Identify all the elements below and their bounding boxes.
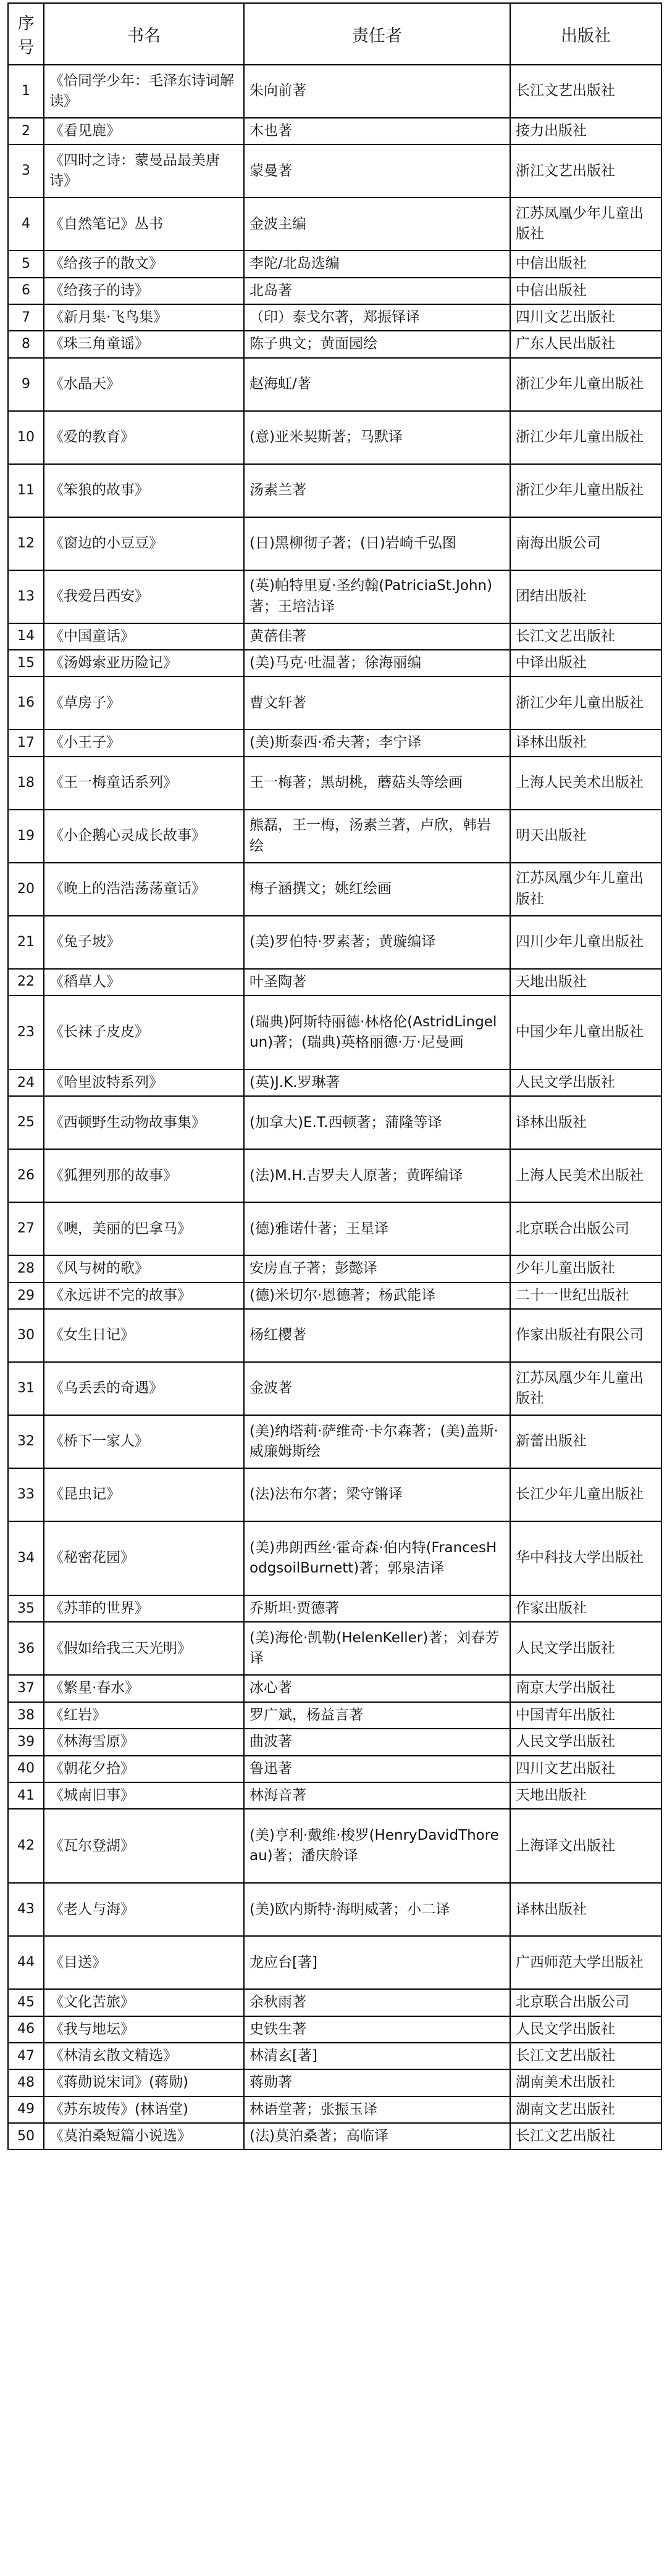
cell-title: 《爱的教育》 bbox=[44, 411, 244, 464]
cell-seq: 41 bbox=[8, 1782, 44, 1809]
table-header-row bbox=[8, 3, 661, 65]
cell-title: 《林清玄散文精选》 bbox=[44, 2043, 244, 2069]
cell-publisher: 天地出版社 bbox=[510, 1782, 661, 1809]
cell-seq: 5 bbox=[8, 251, 44, 277]
cell-author: 乔斯坦·贾德著 bbox=[244, 1595, 510, 1622]
cell-title: 《文化苦旅》 bbox=[44, 1989, 244, 2016]
cell-publisher: 人民文学出版社 bbox=[510, 2016, 661, 2043]
cell-author: 曲波著 bbox=[244, 1729, 510, 1755]
cell-title: 《我爱吕西安》 bbox=[44, 570, 244, 623]
cell-seq: 34 bbox=[8, 1521, 44, 1595]
cell-publisher: 长江文艺出版社 bbox=[510, 2043, 661, 2069]
cell-publisher: 作家出版社有限公司 bbox=[510, 1309, 661, 1362]
cell-seq: 3 bbox=[8, 144, 44, 197]
table-row bbox=[8, 995, 661, 1070]
cell-author: (加拿大)E.T.西顿著；蒲隆等译 bbox=[244, 1096, 510, 1149]
cell-seq: 9 bbox=[8, 358, 44, 411]
table-row bbox=[8, 331, 661, 357]
cell-title: 《噢，美丽的巴拿马》 bbox=[44, 1202, 244, 1255]
cell-title: 《永远讲不完的故事》 bbox=[44, 1282, 244, 1309]
cell-author: 汤素兰著 bbox=[244, 464, 510, 517]
cell-author: 金波著 bbox=[244, 1362, 510, 1415]
cell-title: 《狐狸列那的故事》 bbox=[44, 1149, 244, 1202]
cell-author: (美)海伦·凯勒(HelenKeller)著；刘春芳译 bbox=[244, 1622, 510, 1675]
table-row bbox=[8, 1595, 661, 1622]
cell-title: 《老人与海》 bbox=[44, 1883, 244, 1936]
cell-author: 李陀/北岛选编 bbox=[244, 251, 510, 277]
cell-publisher: 长江文艺出版社 bbox=[510, 65, 661, 118]
cell-publisher: 作家出版社 bbox=[510, 1595, 661, 1622]
cell-publisher: 四川少年儿童出版社 bbox=[510, 916, 661, 969]
cell-title: 《看见鹿》 bbox=[44, 118, 244, 144]
cell-author: 林海音著 bbox=[244, 1782, 510, 1809]
cell-author: （印）泰戈尔著，郑振铎译 bbox=[244, 304, 510, 331]
cell-seq: 46 bbox=[8, 2016, 44, 2043]
cell-seq: 38 bbox=[8, 1702, 44, 1729]
cell-author: 北岛著 bbox=[244, 278, 510, 304]
cell-publisher: 浙江少年儿童出版社 bbox=[510, 411, 661, 464]
table-row bbox=[8, 251, 661, 277]
cell-seq: 39 bbox=[8, 1729, 44, 1755]
cell-seq: 35 bbox=[8, 1595, 44, 1622]
cell-seq: 49 bbox=[8, 2096, 44, 2123]
cell-author: 黄蓓佳著 bbox=[244, 623, 510, 650]
cell-title: 《小王子》 bbox=[44, 729, 244, 756]
cell-author: 冰心著 bbox=[244, 1675, 510, 1701]
table-row bbox=[8, 1729, 661, 1755]
cell-publisher: 译林出版社 bbox=[510, 729, 661, 756]
table-row bbox=[8, 464, 661, 517]
book-list-table bbox=[7, 2, 662, 2150]
table-row bbox=[8, 1202, 661, 1255]
cell-author: 罗广斌，杨益言著 bbox=[244, 1702, 510, 1729]
table-row bbox=[8, 278, 661, 304]
cell-publisher: 浙江少年儿童出版社 bbox=[510, 358, 661, 411]
table-row bbox=[8, 1883, 661, 1936]
table-row bbox=[8, 1070, 661, 1096]
cell-publisher: 天地出版社 bbox=[510, 969, 661, 995]
cell-publisher: 北京联合出版公司 bbox=[510, 1989, 661, 2016]
table-row bbox=[8, 916, 661, 969]
cell-title: 《莫泊桑短篇小说选》 bbox=[44, 2123, 244, 2150]
cell-publisher: 上海人民美术出版社 bbox=[510, 1149, 661, 1202]
cell-title: 《晚上的浩浩荡荡童话》 bbox=[44, 863, 244, 916]
cell-seq: 15 bbox=[8, 650, 44, 676]
table-row bbox=[8, 144, 661, 197]
cell-seq: 45 bbox=[8, 1989, 44, 2016]
table-row bbox=[8, 517, 661, 570]
table-row bbox=[8, 1255, 661, 1282]
cell-seq: 42 bbox=[8, 1809, 44, 1883]
cell-title: 《给孩子的诗》 bbox=[44, 278, 244, 304]
cell-publisher: 明天出版社 bbox=[510, 810, 661, 863]
table-row bbox=[8, 1675, 661, 1701]
cell-author: 龙应台[著] bbox=[244, 1936, 510, 1989]
cell-publisher: 中国少年儿童出版社 bbox=[510, 995, 661, 1070]
cell-title: 《假如给我三天光明》 bbox=[44, 1622, 244, 1675]
table-row bbox=[8, 65, 661, 118]
cell-title: 《汤姆索亚历险记》 bbox=[44, 650, 244, 676]
table-row bbox=[8, 1702, 661, 1729]
cell-publisher: 广西师范大学出版社 bbox=[510, 1936, 661, 1989]
cell-seq: 40 bbox=[8, 1756, 44, 1782]
cell-author: 熊磊，王一梅，汤素兰著，卢欣，韩岩绘 bbox=[244, 810, 510, 863]
cell-publisher: 上海译文出版社 bbox=[510, 1809, 661, 1883]
cell-author: 曹文轩著 bbox=[244, 676, 510, 729]
cell-title: 《红岩》 bbox=[44, 1702, 244, 1729]
cell-publisher: 浙江少年儿童出版社 bbox=[510, 464, 661, 517]
cell-author: (法)法布尔著；梁守锵译 bbox=[244, 1468, 510, 1521]
cell-publisher: 广东人民出版社 bbox=[510, 331, 661, 357]
header-title: 书名 bbox=[44, 3, 244, 65]
cell-author: 史铁生著 bbox=[244, 2016, 510, 2043]
table-row bbox=[8, 1282, 661, 1309]
cell-title: 《西顿野生动物故事集》 bbox=[44, 1096, 244, 1149]
cell-seq: 23 bbox=[8, 995, 44, 1070]
table-row bbox=[8, 1096, 661, 1149]
cell-seq: 50 bbox=[8, 2123, 44, 2150]
cell-title: 《中国童话》 bbox=[44, 623, 244, 650]
cell-publisher: 南海出版公司 bbox=[510, 517, 661, 570]
cell-title: 《长袜子皮皮》 bbox=[44, 995, 244, 1070]
cell-title: 《自然笔记》丛书 bbox=[44, 197, 244, 251]
cell-author: (意)亚米契斯著；马默译 bbox=[244, 411, 510, 464]
cell-author: (美)亨利·戴维·梭罗(HenryDavidThoreau)著；潘庆舲译 bbox=[244, 1809, 510, 1883]
cell-title: 《四时之诗：蒙曼品最美唐诗》 bbox=[44, 144, 244, 197]
cell-author: 余秋雨著 bbox=[244, 1989, 510, 2016]
cell-author: (英)J.K.罗琳著 bbox=[244, 1070, 510, 1096]
cell-title: 《小企鹅心灵成长故事》 bbox=[44, 810, 244, 863]
cell-seq: 47 bbox=[8, 2043, 44, 2069]
table-row bbox=[8, 2123, 661, 2150]
header-author: 责任者 bbox=[244, 3, 510, 65]
cell-author: (美)弗朗西丝·霍奇森·伯内特(FrancesHodgsoilBurnett)著；郭泉洁译 bbox=[244, 1521, 510, 1595]
table-row bbox=[8, 358, 661, 411]
cell-title: 《目送》 bbox=[44, 1936, 244, 1989]
cell-title: 《苏东坡传》(林语堂) bbox=[44, 2096, 244, 2123]
cell-publisher: 上海人民美术出版社 bbox=[510, 757, 661, 810]
cell-title: 《新月集·飞鸟集》 bbox=[44, 304, 244, 331]
cell-seq: 8 bbox=[8, 331, 44, 357]
cell-seq: 25 bbox=[8, 1096, 44, 1149]
cell-publisher: 江苏凤凰少年儿童出版社 bbox=[510, 197, 661, 251]
table-row bbox=[8, 197, 661, 251]
table-row bbox=[8, 1309, 661, 1362]
cell-seq: 27 bbox=[8, 1202, 44, 1255]
table-row bbox=[8, 623, 661, 650]
cell-publisher: 华中科技大学出版社 bbox=[510, 1521, 661, 1595]
cell-seq: 18 bbox=[8, 757, 44, 810]
cell-seq: 44 bbox=[8, 1936, 44, 1989]
cell-seq: 20 bbox=[8, 863, 44, 916]
cell-publisher: 新蕾出版社 bbox=[510, 1415, 661, 1468]
cell-seq: 16 bbox=[8, 676, 44, 729]
cell-publisher: 二十一世纪出版社 bbox=[510, 1282, 661, 1309]
cell-author: 梅子涵撰文；姚红绘画 bbox=[244, 863, 510, 916]
cell-publisher: 湖南文艺出版社 bbox=[510, 2096, 661, 2123]
cell-author: 安房直子著；彭懿译 bbox=[244, 1255, 510, 1282]
cell-publisher: 浙江少年儿童出版社 bbox=[510, 676, 661, 729]
cell-title: 《珠三角童谣》 bbox=[44, 331, 244, 357]
cell-seq: 17 bbox=[8, 729, 44, 756]
table-row bbox=[8, 1521, 661, 1595]
cell-author: (美)欧内斯特·海明威著；小二译 bbox=[244, 1883, 510, 1936]
cell-publisher: 团结出版社 bbox=[510, 570, 661, 623]
table-row bbox=[8, 2043, 661, 2069]
cell-publisher: 长江少年儿童出版社 bbox=[510, 1468, 661, 1521]
cell-seq: 2 bbox=[8, 118, 44, 144]
cell-author: 金波主编 bbox=[244, 197, 510, 251]
table-row bbox=[8, 1362, 661, 1415]
cell-seq: 6 bbox=[8, 278, 44, 304]
cell-publisher: 浙江文艺出版社 bbox=[510, 144, 661, 197]
cell-seq: 7 bbox=[8, 304, 44, 331]
table-row bbox=[8, 676, 661, 729]
cell-publisher: 长江文艺出版社 bbox=[510, 623, 661, 650]
table-row bbox=[8, 650, 661, 676]
cell-publisher: 四川文艺出版社 bbox=[510, 1756, 661, 1782]
cell-title: 《城南旧事》 bbox=[44, 1782, 244, 1809]
cell-title: 《乌丢丢的奇遇》 bbox=[44, 1362, 244, 1415]
cell-seq: 30 bbox=[8, 1309, 44, 1362]
cell-title: 《昆虫记》 bbox=[44, 1468, 244, 1521]
table-row bbox=[8, 1989, 661, 2016]
cell-author: 蒙曼著 bbox=[244, 144, 510, 197]
cell-author: (美)斯泰西·希夫著；李宁译 bbox=[244, 729, 510, 756]
cell-seq: 10 bbox=[8, 411, 44, 464]
cell-author: (德)米切尔·恩德著；杨武能译 bbox=[244, 1282, 510, 1309]
table-row bbox=[8, 411, 661, 464]
cell-title: 《风与树的歌》 bbox=[44, 1255, 244, 1282]
cell-publisher: 中译出版社 bbox=[510, 650, 661, 676]
table-row bbox=[8, 570, 661, 623]
cell-title: 《稻草人》 bbox=[44, 969, 244, 995]
cell-author: (瑞典)阿斯特丽德·林格伦(AstridLingelun)著；(瑞典)英格丽德·万·尼曼画 bbox=[244, 995, 510, 1070]
cell-title: 《草房子》 bbox=[44, 676, 244, 729]
cell-title: 《蒋勋说宋词》(蒋勋) bbox=[44, 2069, 244, 2096]
cell-author: 朱向前著 bbox=[244, 65, 510, 118]
cell-seq: 29 bbox=[8, 1282, 44, 1309]
cell-title: 《朝花夕拾》 bbox=[44, 1756, 244, 1782]
cell-author: (法)M.H.吉罗夫人原著；黄晖编译 bbox=[244, 1149, 510, 1202]
cell-seq: 19 bbox=[8, 810, 44, 863]
cell-publisher: 译林出版社 bbox=[510, 1883, 661, 1936]
cell-title: 《笨狼的故事》 bbox=[44, 464, 244, 517]
cell-publisher: 中信出版社 bbox=[510, 251, 661, 277]
cell-seq: 26 bbox=[8, 1149, 44, 1202]
table-row bbox=[8, 969, 661, 995]
cell-author: (法)莫泊桑著；高临译 bbox=[244, 2123, 510, 2150]
cell-publisher: 中信出版社 bbox=[510, 278, 661, 304]
cell-publisher: 人民文学出版社 bbox=[510, 1729, 661, 1755]
cell-seq: 31 bbox=[8, 1362, 44, 1415]
table-row bbox=[8, 118, 661, 144]
cell-title: 《女生日记》 bbox=[44, 1309, 244, 1362]
header-publisher: 出版社 bbox=[510, 3, 661, 65]
table-row bbox=[8, 1415, 661, 1468]
cell-seq: 33 bbox=[8, 1468, 44, 1521]
cell-author: 林清玄[著] bbox=[244, 2043, 510, 2069]
cell-title: 《水晶天》 bbox=[44, 358, 244, 411]
cell-author: (美)纳塔莉·萨维奇·卡尔森著；(美)盖斯·威廉姆斯绘 bbox=[244, 1415, 510, 1468]
cell-title: 《窗边的小豆豆》 bbox=[44, 517, 244, 570]
cell-publisher: 湖南美术出版社 bbox=[510, 2069, 661, 2096]
cell-seq: 37 bbox=[8, 1675, 44, 1701]
cell-seq: 11 bbox=[8, 464, 44, 517]
cell-title: 《给孩子的散文》 bbox=[44, 251, 244, 277]
cell-publisher: 南京大学出版社 bbox=[510, 1675, 661, 1701]
cell-title: 《恰同学少年：毛泽东诗词解读》 bbox=[44, 65, 244, 118]
table-row bbox=[8, 1149, 661, 1202]
cell-seq: 14 bbox=[8, 623, 44, 650]
cell-title: 《繁星·春水》 bbox=[44, 1675, 244, 1701]
cell-author: (日)黑柳彻子著；(日)岩崎千弘图 bbox=[244, 517, 510, 570]
cell-seq: 21 bbox=[8, 916, 44, 969]
cell-author: (美)罗伯特·罗素著；黄璇编译 bbox=[244, 916, 510, 969]
cell-seq: 32 bbox=[8, 1415, 44, 1468]
cell-publisher: 江苏凤凰少年儿童出版社 bbox=[510, 863, 661, 916]
cell-seq: 43 bbox=[8, 1883, 44, 1936]
cell-publisher: 接力出版社 bbox=[510, 118, 661, 144]
table-row bbox=[8, 304, 661, 331]
table-row bbox=[8, 2016, 661, 2043]
cell-publisher: 长江文艺出版社 bbox=[510, 2123, 661, 2150]
table-row bbox=[8, 1936, 661, 1989]
table-row bbox=[8, 1782, 661, 1809]
cell-author: (英)帕特里夏·圣约翰(PatriciaSt.John)著；王培洁译 bbox=[244, 570, 510, 623]
cell-author: 赵海虹/著 bbox=[244, 358, 510, 411]
cell-title: 《秘密花园》 bbox=[44, 1521, 244, 1595]
cell-author: 陈子典文；黄面园绘 bbox=[244, 331, 510, 357]
table-row bbox=[8, 810, 661, 863]
table-row bbox=[8, 2069, 661, 2096]
cell-publisher: 译林出版社 bbox=[510, 1096, 661, 1149]
cell-publisher: 中国青年出版社 bbox=[510, 1702, 661, 1729]
cell-seq: 13 bbox=[8, 570, 44, 623]
cell-seq: 1 bbox=[8, 65, 44, 118]
cell-author: 木也著 bbox=[244, 118, 510, 144]
table-row bbox=[8, 2096, 661, 2123]
cell-author: (德)雅诺什著；王星译 bbox=[244, 1202, 510, 1255]
cell-seq: 36 bbox=[8, 1622, 44, 1675]
cell-seq: 22 bbox=[8, 969, 44, 995]
cell-title: 《王一梅童话系列》 bbox=[44, 757, 244, 810]
table-row bbox=[8, 863, 661, 916]
cell-title: 《哈里波特系列》 bbox=[44, 1070, 244, 1096]
cell-publisher: 四川文艺出版社 bbox=[510, 304, 661, 331]
cell-author: 杨红樱著 bbox=[244, 1309, 510, 1362]
header-seq: 序 号 bbox=[8, 3, 44, 65]
cell-author: (美)马克·吐温著；徐海丽编 bbox=[244, 650, 510, 676]
cell-publisher: 北京联合出版公司 bbox=[510, 1202, 661, 1255]
cell-author: 王一梅著；黑胡桃，蘑菇头等绘画 bbox=[244, 757, 510, 810]
cell-seq: 48 bbox=[8, 2069, 44, 2096]
cell-author: 叶圣陶著 bbox=[244, 969, 510, 995]
cell-title: 《瓦尔登湖》 bbox=[44, 1809, 244, 1883]
cell-author: 蒋勋著 bbox=[244, 2069, 510, 2096]
cell-author: 鲁迅著 bbox=[244, 1756, 510, 1782]
cell-title: 《我与地坛》 bbox=[44, 2016, 244, 2043]
cell-publisher: 少年儿童出版社 bbox=[510, 1255, 661, 1282]
cell-title: 《林海雪原》 bbox=[44, 1729, 244, 1755]
cell-title: 《苏菲的世界》 bbox=[44, 1595, 244, 1622]
cell-publisher: 江苏凤凰少年儿童出版社 bbox=[510, 1362, 661, 1415]
cell-title: 《兔子坡》 bbox=[44, 916, 244, 969]
cell-seq: 24 bbox=[8, 1070, 44, 1096]
table-row bbox=[8, 1468, 661, 1521]
cell-author: 林语堂著；张振玉译 bbox=[244, 2096, 510, 2123]
table-row bbox=[8, 757, 661, 810]
table-row bbox=[8, 1809, 661, 1883]
cell-seq: 4 bbox=[8, 197, 44, 251]
table-row bbox=[8, 1622, 661, 1675]
cell-seq: 28 bbox=[8, 1255, 44, 1282]
table-row bbox=[8, 729, 661, 756]
cell-publisher: 人民文学出版社 bbox=[510, 1622, 661, 1675]
cell-seq: 12 bbox=[8, 517, 44, 570]
table-row bbox=[8, 1756, 661, 1782]
cell-title: 《桥下一家人》 bbox=[44, 1415, 244, 1468]
cell-publisher: 人民文学出版社 bbox=[510, 1070, 661, 1096]
